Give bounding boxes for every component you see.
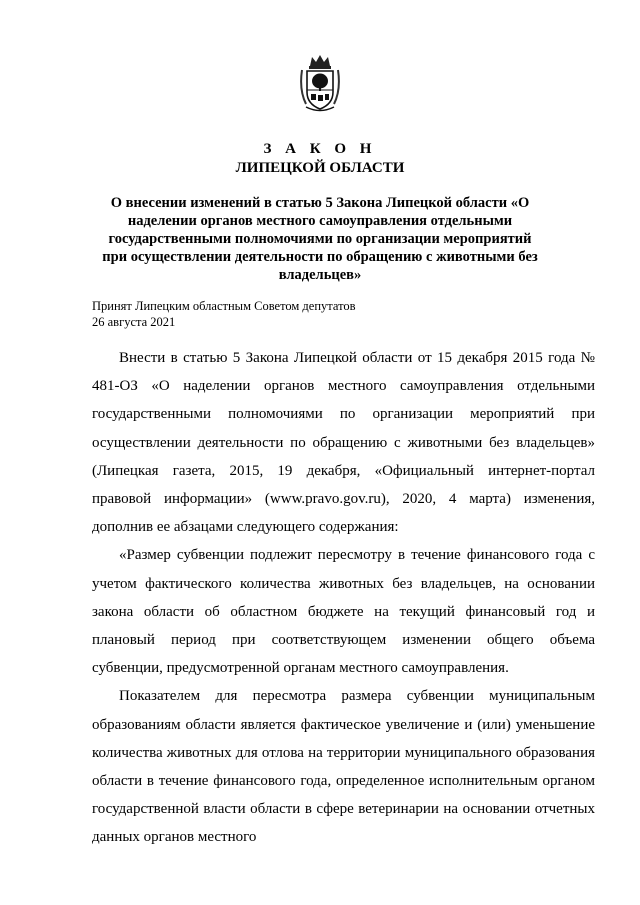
law-title-word: З А К О Н bbox=[263, 141, 377, 157]
law-title-region: ЛИПЕЦКОЙ ОБЛАСТИ bbox=[235, 160, 405, 176]
paragraph-3: Показателем для пересмотра размера субвенции муниципальным образованиям области является фактическое увеличение и (или) уменьшение количества животных для отлова на территории муниципального образования области в течение финансового года, определенное исполнительным органом государственной власти области в сфере ветеринарии на основании отчетных данных органов местного bbox=[92, 688, 595, 846]
law-subject: О внесении изменений в статью 5 Закона Липецкой области «О наделении органов местного самоуправления отдельными государственными полномочиями по организации мероприятий при осуществлении деятельности по обращению с животными без владельцев» bbox=[102, 195, 538, 283]
adoption-date: 26 августа 2021 bbox=[92, 315, 176, 329]
paragraph-1: Внести в статью 5 Закона Липецкой области от 15 декабря 2015 года № 481-ОЗ «О наделении органов местного самоуправления отдельными государственными полномочиями по организации мероприятий при осуществлении деятельности по обращению с животными без владельцев» (Липецкая газета, 2015, 19 декабря, «Официальный интернет-портал правовой информации» (www.pravo.gov.ru), 2020, 4 марта) изменения, дополнив ее абзацами следующего содержания: bbox=[92, 350, 595, 536]
paragraph-2: «Размер субвенции подлежит пересмотру в течение финансового года с учетом фактического количества животных без владельцев, на основании закона области об областном бюджете на текущий финансовый год и плановый период при соответствующем изменении общего объема субвенции, предусмотренной органам местного самоуправления. bbox=[92, 547, 595, 677]
adoption-body: Принят Липецким областным Советом депутатов bbox=[92, 299, 356, 313]
coat-of-arms-icon bbox=[298, 54, 342, 112]
law-title bbox=[0, 140, 640, 178]
law-body bbox=[92, 344, 595, 852]
adoption-info bbox=[92, 298, 356, 330]
